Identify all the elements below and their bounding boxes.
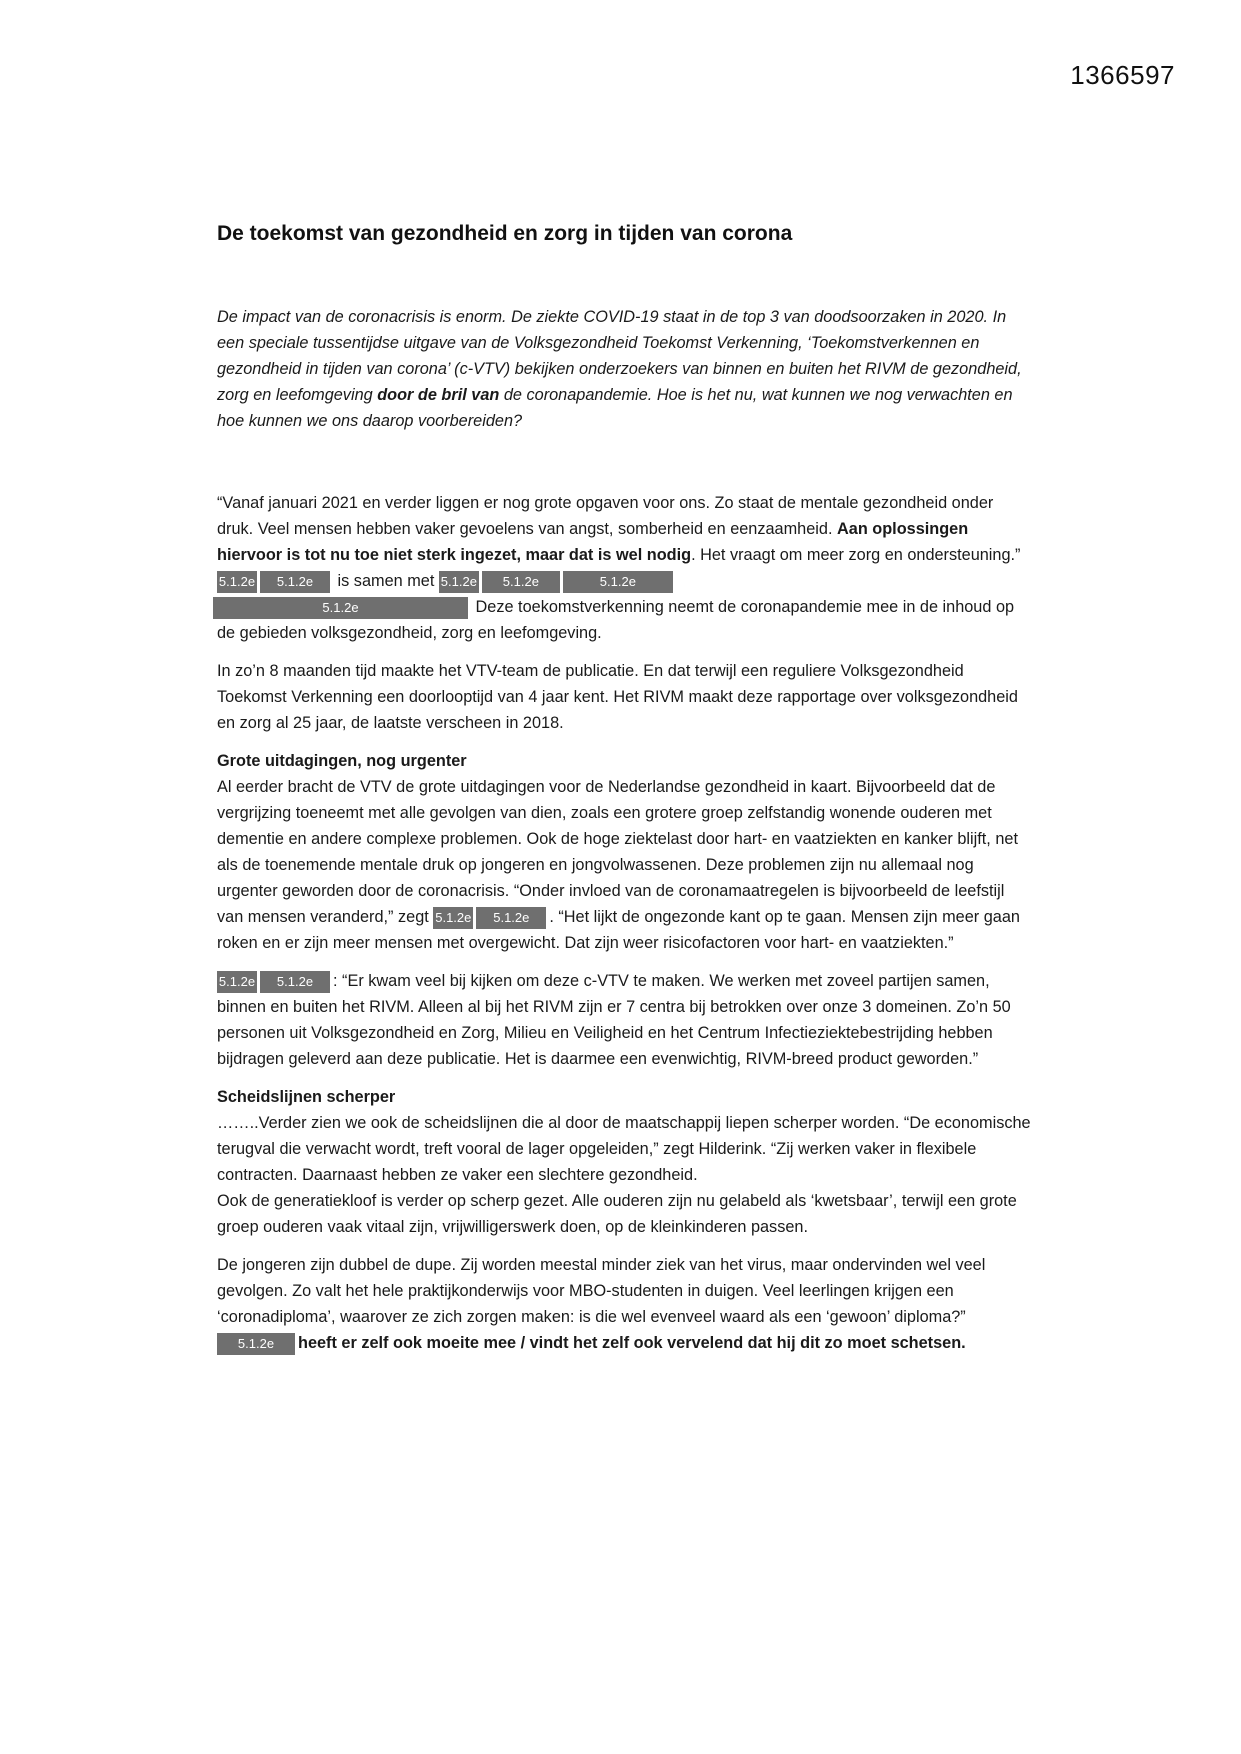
intro-text-1: De impact van de coronacrisis is enorm. De ziekte COVID-19 staat in de top 3 van doodsoorzaken in 2020. In een speciale tussentijdse uitgave van de Volksgezondheid Toekomst Verkenning, ‘Toekomstverkennen en gezondheid in tijden van corona’ (c-VTV) bekijken onderzoekers van binnen en buiten het RIVM de gezondheid, zorg en leefomgeving — [217, 308, 1022, 404]
redaction-box: 5.1.2e — [563, 571, 673, 593]
redaction-box: 5.1.2e — [476, 907, 546, 929]
p1-text-a: “Vanaf januari 2021 en verder liggen er nog grote opgaven voor ons. Zo staat de mentale gezondheid onder druk. Veel mensen hebben vaker gevoelens van angst, somberheid en eenzaamheid. — [217, 494, 994, 538]
p6-bold: heeft er zelf ook moeite mee / vindt het zelf ook vervelend dat hij dit zo moet schetsen. — [298, 1334, 966, 1352]
section-heading-2: Scheidslijnen scherper — [217, 1088, 396, 1106]
paragraph-3 — [217, 774, 1031, 956]
redaction-box: 5.1.2e — [217, 571, 257, 593]
redaction-box: 5.1.2e — [433, 907, 473, 929]
intro-text-2: de coronapandemie. Hoe is het nu, wat kunnen we nog verwachten en hoe kunnen we ons daarop voorbereiden? — [217, 386, 1013, 430]
redaction-box: 5.1.2e — [217, 1333, 295, 1355]
p1-bold: Aan oplossingen hiervoor is tot nu toe niet sterk ingezet, maar dat is wel nodig — [217, 520, 969, 564]
p6-text-a: De jongeren zijn dubbel de dupe. Zij worden meestal minder ziek van het virus, maar ondervinden wel veel gevolgen. Zo valt het hele praktijkonderwijs voor MBO-studenten in duigen. Veel leerlingen krijgen een ‘coronadiploma’, waarover ze zich zorgen maken: is die wel evenveel waard als een ‘gewoon’ diploma?” — [217, 1256, 986, 1326]
redaction-box: 5.1.2e — [260, 971, 330, 993]
paragraph-4 — [217, 968, 1031, 1072]
document-id: 1366597 — [1070, 60, 1175, 90]
section-heading-1: Grote uitdagingen, nog urgenter — [217, 752, 467, 770]
p4-text: : “Er kwam veel bij kijken om deze c-VTV te maken. We werken met zoveel partijen samen, binnen en buiten het RIVM. Alleen al bij het RIVM zijn er 7 centra bij betrokken over onze 3 domeinen. Zo’n 50 personen uit Volksgezondheid en Zorg, Milieu en Veiligheid en het Centrum Infectieziektebestrijding hebben bijdragen geleverd aan deze publicatie. Het is daarmee een evenwichtig, RIVM-breed product geworden.” — [217, 972, 1011, 1068]
redaction-box: 5.1.2e — [482, 571, 560, 593]
paragraph-2: In zo’n 8 maanden tijd maakte het VTV-team de publicatie. En dat terwijl een reguliere Volksgezondheid Toekomst Verkenning een doorlooptijd van 4 jaar kent. Het RIVM maakt deze rapportage over volksgezondheid en zorg al 25 jaar, de laatste verscheen in 2018. — [217, 662, 1018, 732]
page-title: De toekomst van gezondheid en zorg in tijden van corona — [217, 222, 793, 245]
p1-text-d: is samen met — [333, 572, 439, 590]
p3-text-b: . “Het lijkt de ongezonde kant op te gaan. Mensen zijn meer gaan roken en er zijn meer mensen met overgewicht. Dat zijn weer risicofactoren voor hart- en vaatziekten.” — [217, 908, 1020, 952]
redaction-box: 5.1.2e — [260, 571, 330, 593]
redaction-box: 5.1.2e — [217, 971, 257, 993]
redaction-box: 5.1.2e — [439, 571, 479, 593]
document-body — [217, 220, 1031, 1368]
redaction-box: 5.1.2e — [213, 597, 468, 619]
p3-text-a: Al eerder bracht de VTV de grote uitdagingen voor de Nederlandse gezondheid in kaart. Bijvoorbeeld dat de vergrijzing toeneemt met alle gevolgen van dien, zoals een grotere groep zelfstandig wonende ouderen met dementie en andere complexe problemen. Ook de hoge ziektelast door hart- en vaatziekten en kanker blijft, net als de toenemende mentale druk op jongeren en jongvolwassenen. Deze problemen zijn nu allemaal nog urgenter geworden door de coronacrisis. “Onder invloed van de coronamaatregelen is bijvoorbeeld de leefstijl van mensen veranderd,” zegt — [217, 778, 1018, 926]
p1-text-c: . Het vraagt om meer zorg en ondersteuning.” — [691, 546, 1021, 564]
intro-paragraph — [217, 304, 1031, 434]
paragraph-1 — [217, 490, 1031, 646]
intro-bold: door de bril van — [377, 386, 500, 404]
p5-text-b: Ook de generatiekloof is verder op scherp gezet. Alle ouderen zijn nu gelabeld als ‘kwetsbaar’, terwijl een grote groep ouderen vaak vitaal zijn, vrijwilligerswerk doen, op de kleinkinderen passen. — [217, 1192, 1017, 1236]
p5-text-a: ……..Verder zien we ook de scheidslijnen die al door de maatschappij liepen scherper worden. “De economische terugval die verwacht wordt, treft vooral de lager opgeleiden,” zegt Hilderink. “Zij werken vaker in flexibele contracten. Daarnaast hebben ze vaker een slechtere gezondheid. — [217, 1114, 1031, 1184]
paragraph-5 — [217, 1110, 1031, 1240]
paragraph-6 — [217, 1252, 1031, 1356]
p1-text-e: Deze toekomstverkenning neemt de coronapandemie mee in de inhoud op de gebieden volksgezondheid, zorg en leefomgeving. — [217, 598, 1015, 642]
